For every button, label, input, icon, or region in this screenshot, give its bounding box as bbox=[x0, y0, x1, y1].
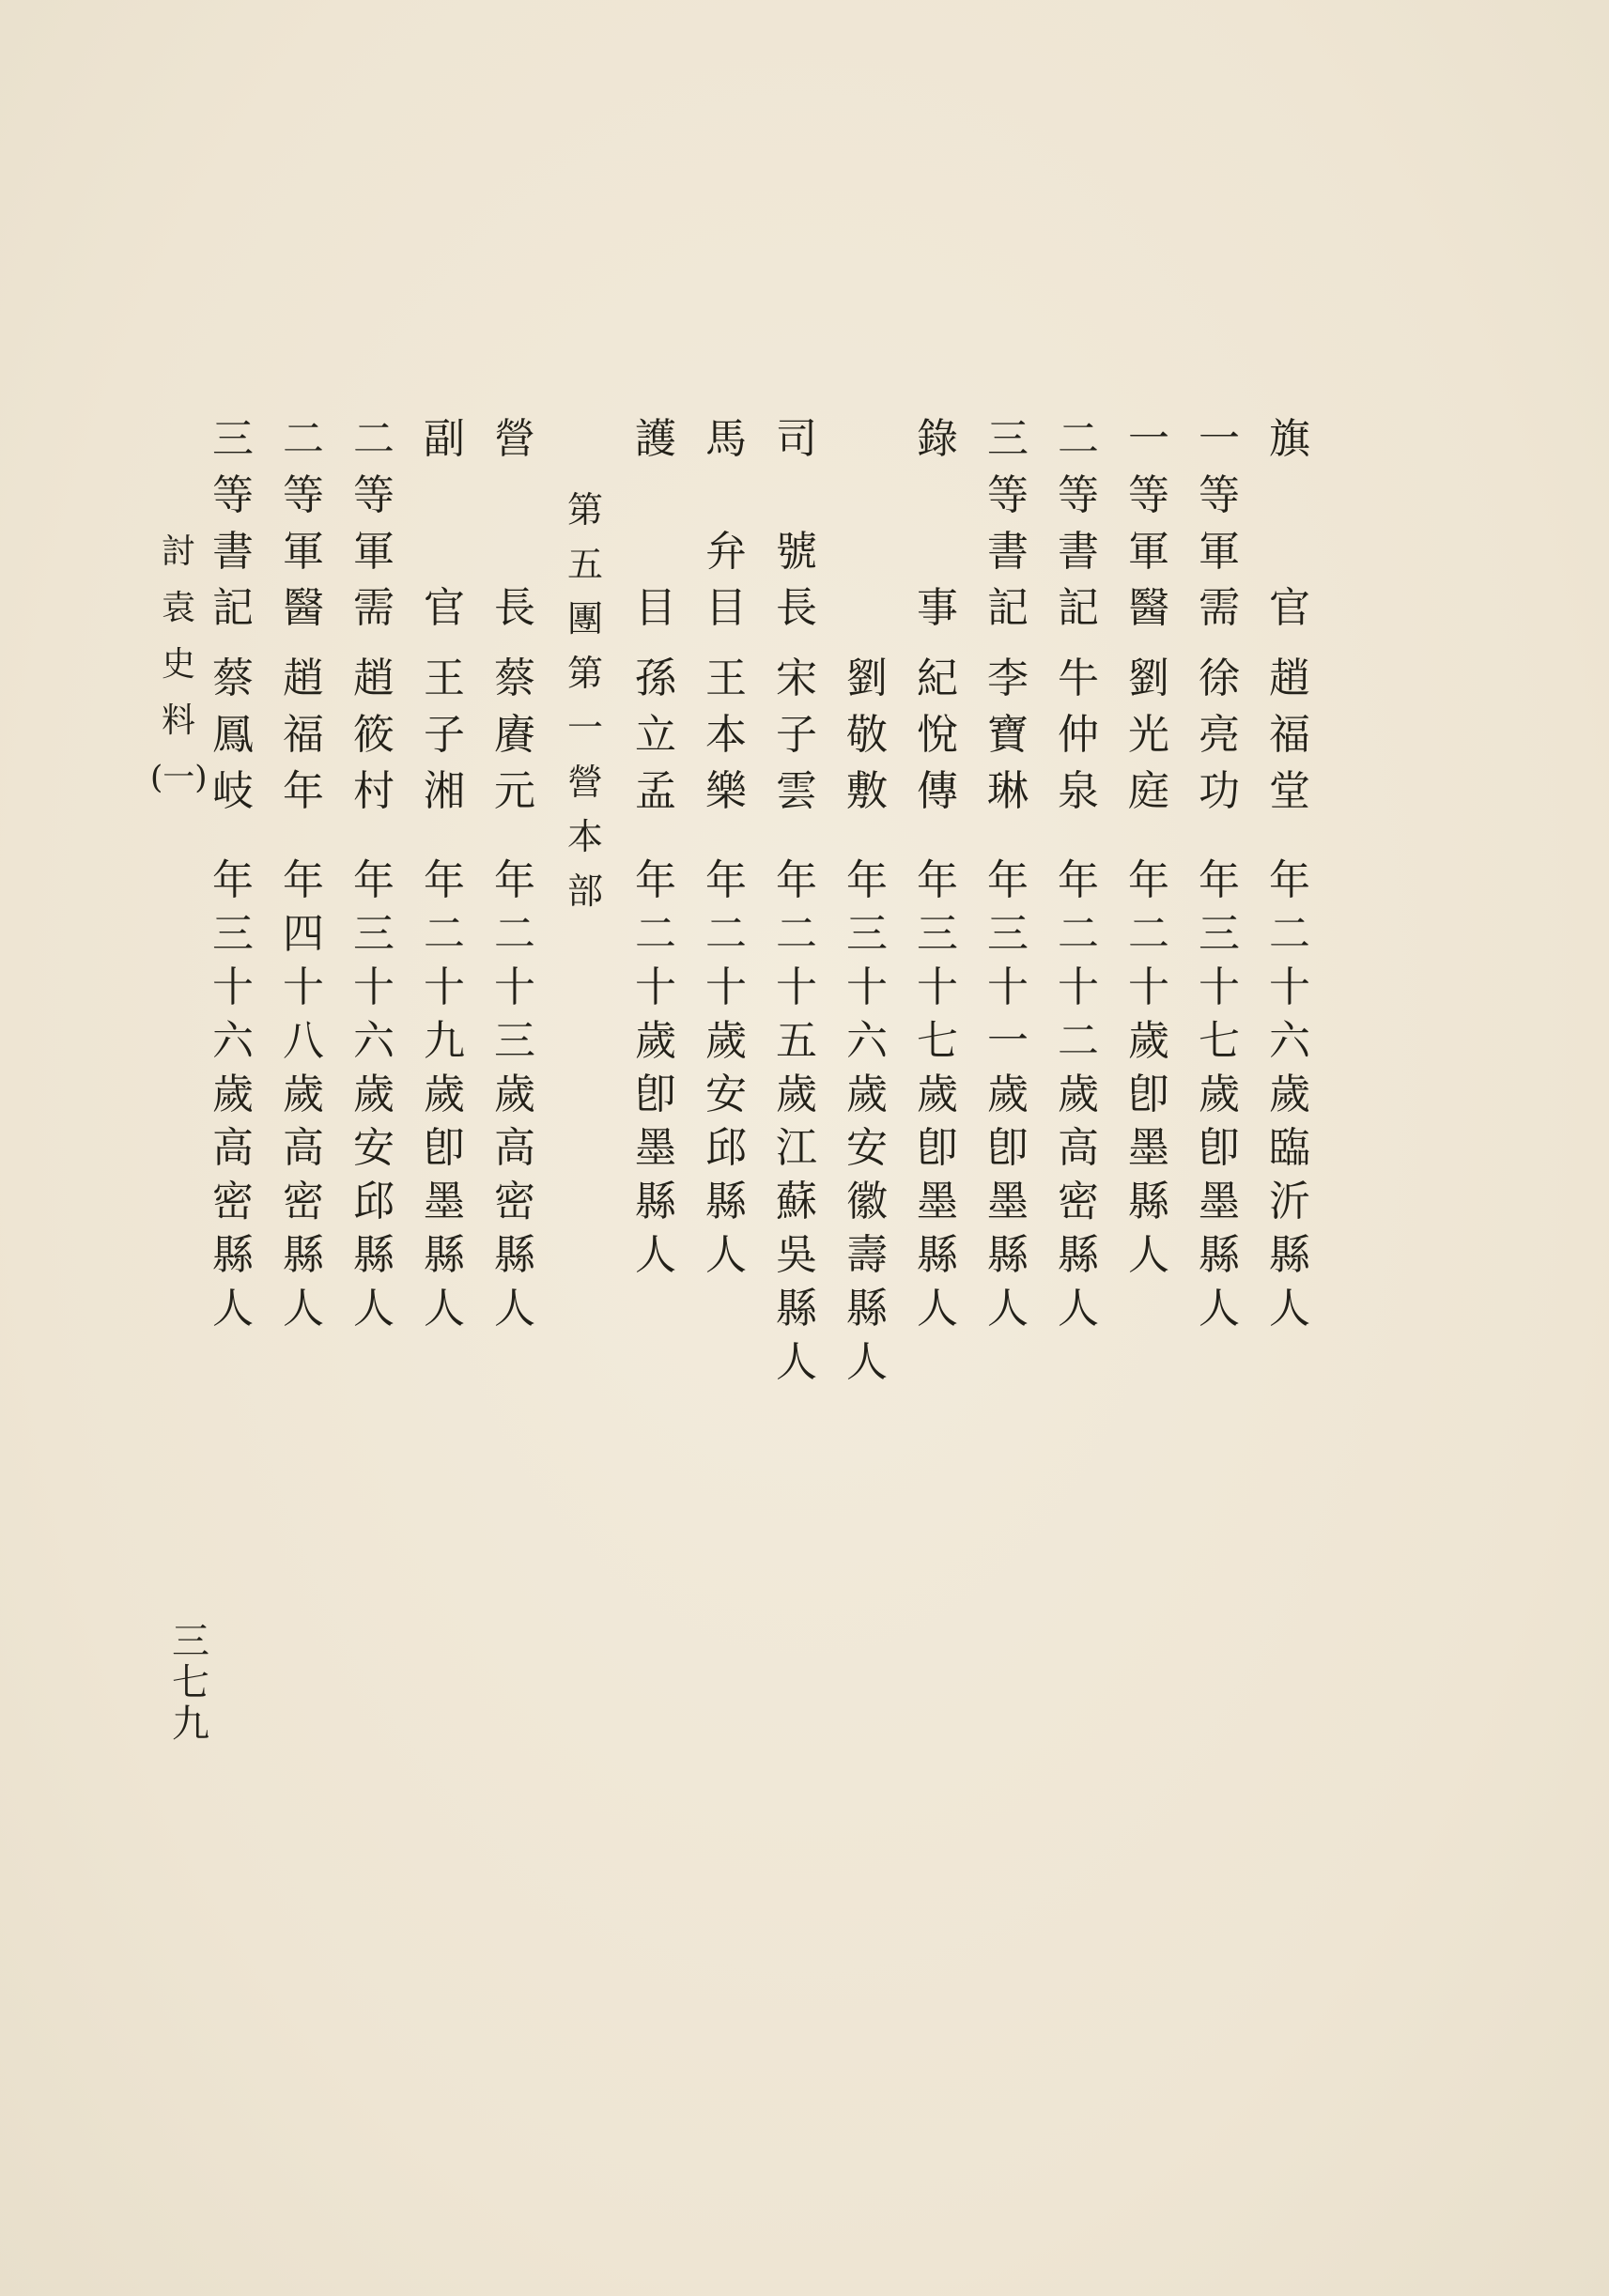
entry-detail-char: 縣 bbox=[987, 1231, 1029, 1279]
entry-title-char: 書 bbox=[212, 528, 254, 576]
volume-mark: (一) bbox=[150, 759, 208, 796]
entry-name-char: 福 bbox=[1269, 711, 1310, 759]
entry-name-char: 子 bbox=[776, 711, 817, 759]
entry-detail-char: 十 bbox=[1199, 963, 1240, 1011]
entry-detail-char: 歲 bbox=[494, 1071, 535, 1118]
entry-name-char: 劉 bbox=[846, 655, 888, 702]
entry-detail-char: 縣 bbox=[1128, 1178, 1169, 1225]
entry-name-char: 趙 bbox=[1269, 655, 1310, 702]
entry-name-char: 紀 bbox=[917, 655, 958, 702]
entry-title-char: 等 bbox=[212, 471, 254, 519]
entry-title-char: 記 bbox=[1058, 584, 1099, 632]
entry-name-char: 蔡 bbox=[212, 655, 254, 702]
entry-title-char: 等 bbox=[283, 471, 324, 519]
page-number-char: 九 bbox=[172, 1703, 209, 1746]
entry-title-char: 營 bbox=[494, 415, 535, 463]
entry-detail-char: 卽 bbox=[917, 1124, 958, 1172]
entry-title-char: 弁 bbox=[705, 528, 747, 576]
entry-detail-char: 人 bbox=[212, 1285, 254, 1333]
entry-detail-char: 安 bbox=[353, 1124, 395, 1172]
roster-entry bbox=[980, 0, 1036, 2296]
section-heading-char: 營 bbox=[566, 762, 603, 803]
entry-detail-char: 四 bbox=[283, 910, 324, 958]
entry-detail-char: 三 bbox=[353, 910, 395, 958]
entry-detail-char: 十 bbox=[494, 963, 535, 1011]
entry-detail-char: 十 bbox=[987, 963, 1029, 1011]
entry-detail-char: 縣 bbox=[917, 1231, 958, 1279]
entry-detail-char: 歲 bbox=[987, 1071, 1029, 1118]
entry-detail-char: 邱 bbox=[353, 1178, 395, 1225]
entry-name-char: 牛 bbox=[1058, 655, 1099, 702]
entry-detail-char: 十 bbox=[705, 963, 747, 1011]
entry-title-char: 一 bbox=[1199, 415, 1240, 463]
entry-detail-char: 墨 bbox=[1128, 1124, 1169, 1172]
entry-title-char: 書 bbox=[987, 528, 1029, 576]
entry-detail-char: 卽 bbox=[987, 1124, 1029, 1172]
entry-detail-char: 墨 bbox=[917, 1178, 958, 1225]
entry-title-char: 等 bbox=[987, 471, 1029, 519]
entry-title-char: 錄 bbox=[917, 415, 958, 463]
entry-detail-char: 歲 bbox=[846, 1071, 888, 1118]
entry-detail-char: 墨 bbox=[1199, 1178, 1240, 1225]
entry-detail-char: 十 bbox=[283, 963, 324, 1011]
entry-title-char: 醫 bbox=[283, 584, 324, 632]
entry-name-char: 蔡 bbox=[494, 655, 535, 702]
entry-detail-char: 壽 bbox=[846, 1231, 888, 1279]
entry-detail-char: 江 bbox=[776, 1124, 817, 1172]
entry-title-char: 醫 bbox=[1128, 584, 1169, 632]
entry-detail-char: 人 bbox=[705, 1231, 747, 1279]
entry-detail-char: 人 bbox=[1199, 1285, 1240, 1333]
entry-name-char: 岐 bbox=[212, 767, 254, 815]
entry-name-char: 宋 bbox=[776, 655, 817, 702]
entry-name-char: 亮 bbox=[1199, 711, 1240, 759]
entry-detail-char: 二 bbox=[494, 910, 535, 958]
section-heading-char: 本 bbox=[566, 816, 603, 857]
entry-name-char: 湘 bbox=[424, 767, 465, 815]
entry-detail-char: 三 bbox=[212, 910, 254, 958]
entry-name-char: 泉 bbox=[1058, 767, 1099, 815]
entry-detail-char: 十 bbox=[846, 963, 888, 1011]
entry-detail-char: 縣 bbox=[635, 1178, 676, 1225]
entry-name-char: 趙 bbox=[353, 655, 395, 702]
entry-name-char: 年 bbox=[283, 767, 324, 815]
page-number-char: 七 bbox=[172, 1661, 209, 1704]
entry-title-char: 事 bbox=[917, 584, 958, 632]
entry-title-char: 三 bbox=[212, 415, 254, 463]
entry-detail-char: 年 bbox=[635, 856, 676, 904]
entry-name-char: 福 bbox=[283, 711, 324, 759]
entry-title-char: 等 bbox=[353, 471, 395, 519]
entry-title-char: 需 bbox=[353, 584, 395, 632]
section-heading-char: 第 bbox=[566, 653, 603, 694]
entry-detail-char: 六 bbox=[353, 1017, 395, 1065]
roster-entry bbox=[1261, 0, 1318, 2296]
entry-detail-char: 三 bbox=[846, 910, 888, 958]
entry-title-char: 目 bbox=[705, 584, 747, 632]
entry-name-char: 本 bbox=[705, 711, 747, 759]
entry-detail-char: 歲 bbox=[1128, 1017, 1169, 1065]
entry-detail-char: 七 bbox=[1199, 1017, 1240, 1065]
entry-detail-char: 年 bbox=[353, 856, 395, 904]
roster-entry bbox=[487, 0, 543, 2296]
entry-detail-char: 高 bbox=[283, 1124, 324, 1172]
entry-detail-char: 人 bbox=[424, 1285, 465, 1333]
entry-title-char: 長 bbox=[494, 584, 535, 632]
entry-detail-char: 年 bbox=[705, 856, 747, 904]
entry-title-char: 官 bbox=[424, 584, 465, 632]
entry-name-char: 子 bbox=[424, 711, 465, 759]
entry-name-char: 村 bbox=[353, 767, 395, 815]
entry-detail-char: 安 bbox=[705, 1071, 747, 1118]
entry-name-char: 筱 bbox=[353, 711, 395, 759]
entry-detail-char: 三 bbox=[917, 910, 958, 958]
entry-name-char: 敬 bbox=[846, 711, 888, 759]
entry-detail-char: 三 bbox=[987, 910, 1029, 958]
entry-name-char: 元 bbox=[494, 767, 535, 815]
entry-title-char: 軍 bbox=[1128, 528, 1169, 576]
roster-entry bbox=[839, 0, 895, 2296]
entry-title-char: 等 bbox=[1058, 471, 1099, 519]
entry-detail-char: 墨 bbox=[424, 1178, 465, 1225]
entry-title-char: 三 bbox=[987, 415, 1029, 463]
entry-detail-char: 年 bbox=[424, 856, 465, 904]
entry-detail-char: 縣 bbox=[1269, 1231, 1310, 1279]
entry-detail-char: 墨 bbox=[635, 1124, 676, 1172]
entry-detail-char: 二 bbox=[705, 910, 747, 958]
entry-detail-char: 人 bbox=[917, 1285, 958, 1333]
entry-detail-char: 十 bbox=[776, 963, 817, 1011]
entry-detail-char: 歲 bbox=[424, 1071, 465, 1118]
entry-detail-char: 縣 bbox=[283, 1231, 324, 1279]
entry-name-char: 仲 bbox=[1058, 711, 1099, 759]
running-title-char: 料 bbox=[161, 701, 195, 740]
entry-name-char: 徐 bbox=[1199, 655, 1240, 702]
roster-entry bbox=[627, 0, 684, 2296]
entry-detail-char: 密 bbox=[494, 1178, 535, 1225]
roster-entry bbox=[346, 0, 402, 2296]
entry-detail-char: 徽 bbox=[846, 1178, 888, 1225]
entry-detail-char: 人 bbox=[1128, 1231, 1169, 1279]
entry-detail-char: 人 bbox=[1269, 1285, 1310, 1333]
entry-detail-char: 縣 bbox=[494, 1231, 535, 1279]
entry-detail-char: 歲 bbox=[776, 1071, 817, 1118]
entry-title-char: 記 bbox=[212, 584, 254, 632]
entry-title-char: 護 bbox=[635, 415, 676, 463]
entry-name-char: 劉 bbox=[1128, 655, 1169, 702]
entry-detail-char: 二 bbox=[1058, 1017, 1099, 1065]
entry-detail-char: 墨 bbox=[987, 1178, 1029, 1225]
entry-name-char: 賡 bbox=[494, 711, 535, 759]
entry-name-char: 光 bbox=[1128, 711, 1169, 759]
entry-detail-char: 人 bbox=[283, 1285, 324, 1333]
entry-title-char: 等 bbox=[1128, 471, 1169, 519]
entry-title-char: 軍 bbox=[283, 528, 324, 576]
entry-detail-char: 歲 bbox=[1269, 1071, 1310, 1118]
entry-detail-char: 人 bbox=[635, 1231, 676, 1279]
entry-detail-char: 年 bbox=[494, 856, 535, 904]
entry-detail-char: 歲 bbox=[283, 1071, 324, 1118]
entry-detail-char: 人 bbox=[353, 1285, 395, 1333]
entry-detail-char: 密 bbox=[212, 1178, 254, 1225]
entry-name-char: 敷 bbox=[846, 767, 888, 815]
entry-title-char: 需 bbox=[1199, 584, 1240, 632]
roster-entry bbox=[1191, 0, 1247, 2296]
entry-detail-char: 二 bbox=[776, 910, 817, 958]
entry-detail-char: 三 bbox=[494, 1017, 535, 1065]
entry-detail-char: 歲 bbox=[705, 1017, 747, 1065]
entry-detail-char: 年 bbox=[1058, 856, 1099, 904]
entry-detail-char: 密 bbox=[283, 1178, 324, 1225]
entry-detail-char: 二 bbox=[1269, 910, 1310, 958]
roster-entry bbox=[1121, 0, 1177, 2296]
entry-title-char: 目 bbox=[635, 584, 676, 632]
running-title-char: 討 bbox=[161, 532, 195, 571]
entry-name-char: 寶 bbox=[987, 711, 1029, 759]
entry-detail-char: 年 bbox=[917, 856, 958, 904]
entry-detail-char: 九 bbox=[424, 1017, 465, 1065]
page-number-char: 三 bbox=[172, 1620, 209, 1663]
entry-detail-char: 縣 bbox=[705, 1178, 747, 1225]
entry-detail-char: 年 bbox=[1199, 856, 1240, 904]
entry-detail-char: 六 bbox=[212, 1017, 254, 1065]
entry-detail-char: 人 bbox=[987, 1285, 1029, 1333]
entry-name-char: 立 bbox=[635, 711, 676, 759]
entry-detail-char: 密 bbox=[1058, 1178, 1099, 1225]
entry-title-char: 一 bbox=[1128, 415, 1169, 463]
entry-detail-char: 人 bbox=[846, 1338, 888, 1386]
entry-title-char: 記 bbox=[987, 584, 1029, 632]
entry-name-char: 雲 bbox=[776, 767, 817, 815]
entry-detail-char: 蘇 bbox=[776, 1178, 817, 1225]
entry-detail-char: 八 bbox=[283, 1017, 324, 1065]
entry-detail-char: 年 bbox=[1128, 856, 1169, 904]
entry-name-char: 趙 bbox=[283, 655, 324, 702]
entry-detail-char: 十 bbox=[1128, 963, 1169, 1011]
section-heading-char: 第 bbox=[566, 489, 603, 531]
entry-detail-char: 十 bbox=[635, 963, 676, 1011]
entry-title-char: 副 bbox=[424, 415, 465, 463]
roster-entry bbox=[1050, 0, 1106, 2296]
entry-name-char: 庭 bbox=[1128, 767, 1169, 815]
entry-detail-char: 歲 bbox=[1199, 1071, 1240, 1118]
entry-detail-char: 年 bbox=[1269, 856, 1310, 904]
section-heading-char: 部 bbox=[566, 871, 603, 912]
entry-title-char: 等 bbox=[1199, 471, 1240, 519]
entry-detail-char: 年 bbox=[776, 856, 817, 904]
section-heading-char: 團 bbox=[566, 598, 603, 639]
section-heading-char: 一 bbox=[566, 707, 603, 748]
section-heading-column bbox=[557, 0, 613, 2296]
entry-title-char: 二 bbox=[353, 415, 395, 463]
entry-title-char: 馬 bbox=[705, 415, 747, 463]
entry-name-char: 鳳 bbox=[212, 711, 254, 759]
section-heading-char: 五 bbox=[566, 544, 603, 585]
entry-detail-char: 縣 bbox=[1199, 1231, 1240, 1279]
entry-title-char: 書 bbox=[1058, 528, 1099, 576]
entry-detail-char: 臨 bbox=[1269, 1124, 1310, 1172]
entry-detail-char: 高 bbox=[494, 1124, 535, 1172]
entry-detail-char: 二 bbox=[635, 910, 676, 958]
entry-title-char: 長 bbox=[776, 584, 817, 632]
entry-detail-char: 十 bbox=[353, 963, 395, 1011]
entry-detail-char: 人 bbox=[776, 1338, 817, 1386]
entry-name-char: 樂 bbox=[705, 767, 747, 815]
entry-detail-char: 六 bbox=[1269, 1017, 1310, 1065]
running-title-char: 袁 bbox=[161, 589, 195, 627]
entry-title-char: 軍 bbox=[353, 528, 395, 576]
entry-detail-char: 卽 bbox=[424, 1124, 465, 1172]
roster-entry bbox=[275, 0, 332, 2296]
entry-detail-char: 年 bbox=[846, 856, 888, 904]
entry-name-char: 傳 bbox=[917, 767, 958, 815]
entry-detail-char: 一 bbox=[987, 1017, 1029, 1065]
entry-detail-char: 二 bbox=[424, 910, 465, 958]
entry-detail-char: 邱 bbox=[705, 1124, 747, 1172]
entry-name-char: 琳 bbox=[987, 767, 1029, 815]
entry-detail-char: 歲 bbox=[635, 1017, 676, 1065]
entry-detail-char: 安 bbox=[846, 1124, 888, 1172]
entry-title-char: 旗 bbox=[1269, 415, 1310, 463]
entry-detail-char: 五 bbox=[776, 1017, 817, 1065]
entry-detail-char: 縣 bbox=[1058, 1231, 1099, 1279]
entry-detail-char: 十 bbox=[424, 963, 465, 1011]
entry-name-char: 李 bbox=[987, 655, 1029, 702]
entry-detail-char: 高 bbox=[212, 1124, 254, 1172]
entry-detail-char: 年 bbox=[987, 856, 1029, 904]
entry-name-char: 堂 bbox=[1269, 767, 1310, 815]
entry-name-char: 王 bbox=[424, 655, 465, 702]
entry-detail-char: 沂 bbox=[1269, 1178, 1310, 1225]
entry-name-char: 孫 bbox=[635, 655, 676, 702]
page-number-column bbox=[162, 0, 219, 2296]
entry-detail-char: 縣 bbox=[846, 1285, 888, 1333]
entry-detail-char: 七 bbox=[917, 1017, 958, 1065]
entry-name-char: 孟 bbox=[635, 767, 676, 815]
entry-detail-char: 歲 bbox=[917, 1071, 958, 1118]
entry-title-char: 軍 bbox=[1199, 528, 1240, 576]
entry-detail-char: 十 bbox=[917, 963, 958, 1011]
roster-entry bbox=[698, 0, 754, 2296]
entry-title-char: 二 bbox=[283, 415, 324, 463]
roster-entry bbox=[416, 0, 472, 2296]
entry-detail-char: 人 bbox=[494, 1285, 535, 1333]
entry-detail-char: 歲 bbox=[353, 1071, 395, 1118]
running-title-char: 史 bbox=[161, 645, 195, 684]
entry-detail-char: 吳 bbox=[776, 1231, 817, 1279]
entry-detail-char: 二 bbox=[1058, 910, 1099, 958]
entry-detail-char: 十 bbox=[212, 963, 254, 1011]
entry-name-char: 功 bbox=[1199, 767, 1240, 815]
entry-name-char: 悅 bbox=[917, 711, 958, 759]
entry-detail-char: 年 bbox=[283, 856, 324, 904]
entry-detail-char: 縣 bbox=[353, 1231, 395, 1279]
entry-detail-char: 歲 bbox=[212, 1071, 254, 1118]
roster-entry bbox=[768, 0, 825, 2296]
roster-entry bbox=[909, 0, 966, 2296]
entry-detail-char: 縣 bbox=[212, 1231, 254, 1279]
entry-detail-char: 十 bbox=[1058, 963, 1099, 1011]
entry-detail-char: 六 bbox=[846, 1017, 888, 1065]
entry-title-char: 二 bbox=[1058, 415, 1099, 463]
entry-detail-char: 卽 bbox=[635, 1071, 676, 1118]
entry-title-char: 司 bbox=[776, 415, 817, 463]
entry-detail-char: 縣 bbox=[424, 1231, 465, 1279]
entry-title-char: 官 bbox=[1269, 584, 1310, 632]
entry-detail-char: 年 bbox=[212, 856, 254, 904]
entry-detail-char: 二 bbox=[1128, 910, 1169, 958]
entry-detail-char: 卽 bbox=[1199, 1124, 1240, 1172]
entry-detail-char: 歲 bbox=[1058, 1071, 1099, 1118]
entry-title-char: 號 bbox=[776, 528, 817, 576]
entry-detail-char: 縣 bbox=[776, 1285, 817, 1333]
entry-detail-char: 高 bbox=[1058, 1124, 1099, 1172]
entry-detail-char: 卽 bbox=[1128, 1071, 1169, 1118]
entry-detail-char: 人 bbox=[1058, 1285, 1099, 1333]
entry-name-char: 王 bbox=[705, 655, 747, 702]
entry-detail-char: 十 bbox=[1269, 963, 1310, 1011]
entry-detail-char: 三 bbox=[1199, 910, 1240, 958]
